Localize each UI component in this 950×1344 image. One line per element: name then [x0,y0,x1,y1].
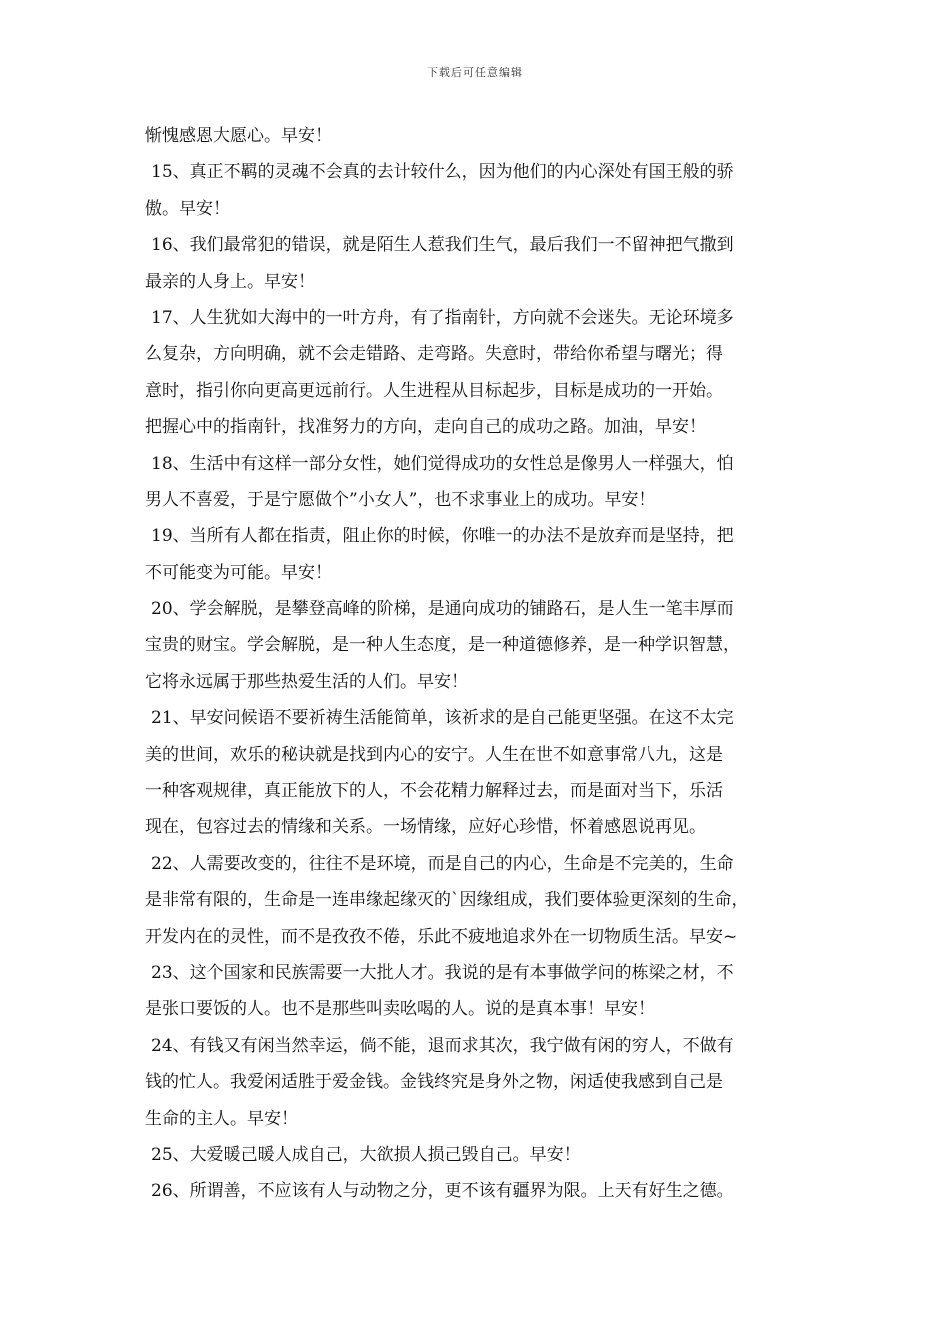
text-line: 开发内在的灵性，而不是孜孜不倦，乐此不疲地追求外在一切物质生活。早安~ [145,926,738,947]
text-line: 17、人生犹如大海中的一叶方舟，有了指南针，方向就不会迷失。无论环境多 [151,307,734,328]
text-line: 20、学会解脱，是攀登高峰的阶梯，是通向成功的铺路石，是人生一笔丰厚而 [151,599,734,620]
text-line: 26、所谓善，不应该有人与动物之分，更不该有疆界为限。上天有好生之德。 [151,1181,734,1202]
text-line: 美的世间，欢乐的秘诀就是找到内心的安宁。人生在世不如意事常八九，这是 [145,744,723,765]
text-line: 么复杂，方向明确，就不会走错路、走弯路。失意时，带给你希望与曙光；得 [145,344,723,365]
page-header-note: 下载后可任意编辑 [427,66,523,79]
text-line: 宝贵的财宝。学会解脱，是一种人生态度，是一种道德修养，是一种学识智慧， [145,635,740,656]
text-line: 23、这个国家和民族需要一大批人才。我说的是有本事做学问的栋梁之材，不 [151,962,734,983]
text-line: 最亲的人身上。早安！ [145,271,315,292]
text-line: 把握心中的指南针，找准努力的方向，走向自己的成功之路。加油，早安！ [145,417,706,438]
text-line: 是非常有限的，生命是一连串缘起缘灭的`因缘组成，我们要体验更深刻的生命， [145,890,749,911]
text-line: 不可能变为可能。早安！ [145,562,332,583]
text-line: 15、真正不羁的灵魂不会真的去计较什么，因为他们的内心深处有国王般的骄 [151,162,734,183]
text-line: 18、生活中有这样一部分女性，她们觉得成功的女性总是像男人一样强大，怕 [151,453,734,474]
text-line: 钱的忙人。我爱闲适胜于爱金钱。金钱终究是身外之物，闲适使我感到自己是 [145,1072,723,1093]
document-body [145,118,825,1210]
text-line: 16、我们最常犯的错误，就是陌生人惹我们生气，最后我们一不留神把气撒到 [151,235,734,256]
text-line: 24、有钱又有闲当然幸运，倘不能，退而求其次，我宁做有闲的穷人，不做有 [151,1035,734,1056]
text-line: 21、早安问候语不要祈祷生活能简单，该祈求的是自己能更坚强。在这不太完 [151,708,734,729]
text-line: 意时，指引你向更高更远前行。人生进程从目标起步，目标是成功的一开始。 [145,380,723,401]
text-line: 它将永远属于那些热爱生活的人们。早安！ [145,671,468,692]
text-line: 22、人需要改变的，往往不是环境，而是自己的内心，生命是不完美的，生命 [151,853,734,874]
text-line: 19、当所有人都在指责，阻止你的时候，你唯一的办法不是放弃而是坚持，把 [151,526,734,547]
text-line: 生命的主人。早安！ [145,1108,298,1129]
text-line: 现在，包容过去的情缘和关系。一场情缘，应好心珍惜，怀着感恩说再见。 [145,817,706,838]
text-line: 一种客观规律，真正能放下的人，不会花精力解释过去，而是面对当下，乐活 [145,781,723,802]
text-line: 傲。早安！ [145,198,230,219]
text-line: 惭愧感恩大愿心。早安！ [145,126,332,146]
text-line: 是张口要饭的人。也不是那些叫卖吆喝的人。说的是真本事！早安！ [145,999,655,1020]
text-line: 男人不喜爱，于是宁愿做个”小女人”，也不求事业上的成功。早安！ [145,489,656,510]
text-line: 25、大爱暖己暖人成自己，大欲损人损己毁自己。早安！ [151,1144,581,1165]
